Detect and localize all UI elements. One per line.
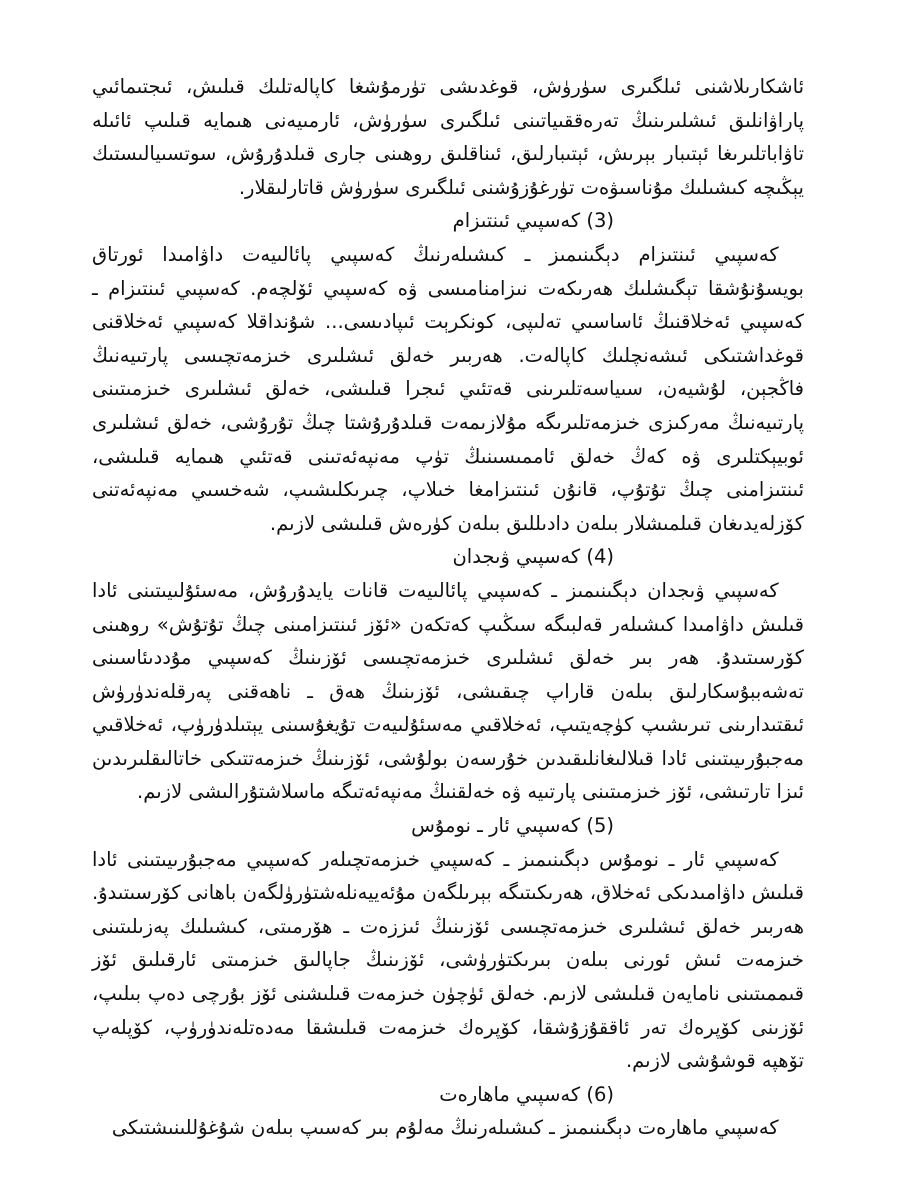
section-heading-3: (3) كەسپىي ئىنتىزام [452, 209, 614, 233]
paragraph-1: ئاشكارىلاشنى ئىلگىرى سۈرۈش، قوغدىشى تۈرمۇشغا كاپالەتلىك قىلىش، ئىجتىمائىي پاراۋانلىق ئىشلىرىنىڭ تەرەققىياتىنى ئىلگىرى سۈرۈش، ئارمىيەنى ھىمايە قىلىپ ئائىلە تاۋاباتلىرىغا ئېتىبار بېرىش، ئېتىبارلىق، ئىناقلىق روھىنى جارى قىلدۇرۇش، سوتسىيالىستىك يېڭىچە كىشىلىك مۇناسىۋەت تۈرغۇزۇشنى ئىلگىرى سۈرۈش قاتارلىقلار. [92, 75, 804, 199]
section-heading-5: (5) كەسپىي ئار ـ نومۇس [411, 814, 614, 838]
section-heading-4: (4) كەسپىي ۋىجدان [452, 545, 614, 569]
section-heading-6: (6) كەسپىي ماھارەت [439, 1082, 614, 1106]
paragraph-5: كەسپىي ماھارەت دېگىنىمىز ـ كىشىلەرنىڭ مەلۇم بىر كەسىپ بىلەن شۇغۇللىنىشتىكى [111, 1116, 779, 1140]
paragraph-3: كەسپىي ۋىجدان دېگىنىمىز ـ كەسپىي پائالىيەت قانات يايدۇرۇش، مەسئۇلىيىتىنى ئادا قىلىش داۋامىدا كىشىلەر قەلبىگە سىڭىپ كەتكەن «ئۆز ئىنتىزامىنى چىڭ تۇتۇش» روھىنى كۆرسىتىدۇ. ھەر بىر خەلق ئىشلىرى خىزمەتچىسى ئۆزىنىڭ كەسپىي مۇددىئاسىنى تەشەببۇسكارلىق بىلەن قاراپ چىقىشى، ئۆزىنىڭ ھەق ـ ناھەقنى پەرقلەندۈرۈش ئىقتىدارىنى تىرىشىپ كۈچەيتىپ، ئەخلاقىي مەسئۇلىيەت تۇيغۇسىنى يېتىلدۈرۈپ، ئەخلاقىي مەجبۇرىيىتىنى ئادا قىلالىغانلىقىدىن خۇرسەن بولۇشى، ئۆزىنىڭ خىزمەتتىكى خاتالىقلىرىدىن ئىزا تارتىشى، ئۆز خىزمىتىنى پارتىيە ۋە خەلقنىڭ مەنپەئەتىگە ماسلاشتۇرالىشى لازىم. [92, 578, 804, 804]
document-page [92, 70, 804, 1150]
paragraph-2: كەسپىي ئىنتىزام دېگىنىمىز ـ كىشىلەرنىڭ كەسپىي پائالىيەت داۋامىدا ئورتاق بويسۇنۇشقا تېگىشلىك ھەرىكەت نىزامنامىسى ۋە كەسپىي ئۆلچەم. كەسپىي ئىنتىزام ـ كەسپىي ئەخلاقنىڭ ئاساسىي تەلىپى، كونكرېت ئىپادىسى... شۇنداقلا كەسپىي ئەخلاقنى قوغداشتىكى ئىشەنچلىك كاپالەت. ھەربىر خەلق ئىشلىرى خىزمەتچىسى پارتىيەنىڭ فاڭجېن، لۇشيەن، سىياسەتلىرىنى قەتئىي ئىجرا قىلىشى، خەلق ئىشلىرى خىزمىتىنى پارتىيەنىڭ مەركىزى خىزمەتلىرىگە مۇلازىمەت قىلدۇرۇشتا چىڭ تۇرۇشى، خەلق ئىشلىرى ئوبيېكتلىرى ۋە كەڭ خەلق ئاممىسىنىڭ تۈپ مەنپەئەتىنى قەتئىي ھىمايە قىلىشى، ئىنتىزامنى چىڭ تۇتۇپ، قانۇن ئىنتىزامغا خىلاپ، چىرىكلىشىپ، شەخسىي مەنپەئەتنى كۆزلەيدىغان قىلمىشلار بىلەن دادىللىق بىلەن كۈرەش قىلىشى لازىم. [92, 242, 804, 535]
paragraph-4: كەسپىي ئار ـ نومۇس دېگىنىمىز ـ كەسپىي خىزمەتچىلەر كەسپىي مەجبۇرىيىتىنى ئادا قىلىش داۋامىدىكى ئەخلاق، ھەرىكىتىگە بېرىلگەن مۇئەييەنلەشتۈرۈلگەن باھانى كۆرسىتىدۇ. ھەربىر خەلق ئىشلىرى خىزمەتچىسى ئۆزىنىڭ ئىززەت ـ ھۆرمىتى، كىشىلىك پەزىلىتىنى خىزمەت ئىش ئورنى بىلەن بىرىكتۈرۈشى، ئۆزىنىڭ جاپالىق خىزمىتى ئارقىلىق ئۆز قىممىتىنى نامايەن قىلىشى لازىم. خەلق ئۈچۈن خىزمەت قىلىشنى ئۆز بۇرچى دەپ بىلىپ، ئۆزىنى كۆپرەك تەر ئاققۇزۇشقا، كۆپرەك خىزمەت قىلىشقا مەدەتلەندۈرۈپ، كۆپلەپ تۆھپە قوشۇشى لازىم. [92, 847, 804, 1073]
